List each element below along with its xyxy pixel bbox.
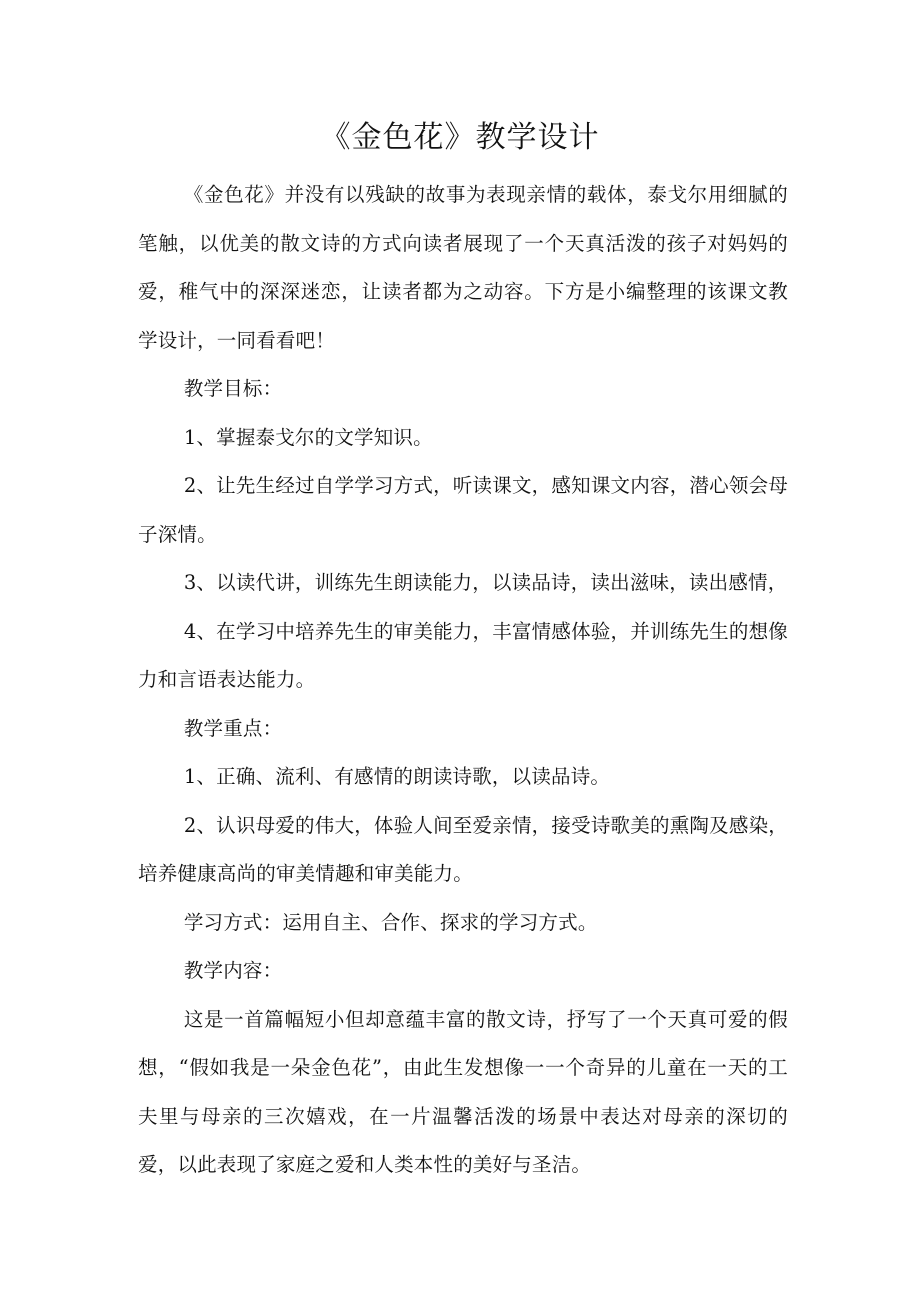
document-title: 《金色花》教学设计 <box>320 120 600 155</box>
section-heading-teaching-content: 教学内容： <box>183 959 283 982</box>
section-heading-key-points: 教学重点： <box>183 716 283 740</box>
key-point-item-2: 2、认识母爱的伟大，体验人间至爱亲情，接受诗歌美的熏陶及感染，培养健康高尚的审美情趣和审美能力。 <box>138 813 788 885</box>
goal-item-2: 2、让先生经过自学学习方式，听读课文，感知课文内容，潜心领会母子深情。 <box>138 474 788 546</box>
goal-item-1: 1、掌握泰戈尔的文学知识。 <box>183 425 433 449</box>
key-point-item-1: 1、正确、流利、有感情的朗读诗歌，以读品诗。 <box>183 765 611 788</box>
goal-item-4: 4、在学习中培养先生的审美能力，丰富情感体验，并训练先生的想像力和言语表达能力。 <box>138 619 788 691</box>
document-body <box>138 171 788 1190</box>
goal-item-3: 3、以读代讲，训练先生朗读能力，以读品诗，读出滋味，读出感情， <box>183 571 788 594</box>
section-heading-teaching-goals: 教学目标： <box>183 377 283 400</box>
intro-paragraph: 《金色花》并没有以残缺的故事为表现亲情的载体，泰戈尔用细腻的笔触，以优美的散文诗的方式向读者展现了一个天真活泼的孩子对妈妈的爱，稚气中的深深迷恋，让读者都为之动容。下方是小编整理的该课文教学设计，一同看看吧！ <box>138 183 788 352</box>
content-paragraph: 这是一首篇幅短小但却意蕴丰富的散文诗，抒写了一个天真可爱的假想，“假如我是一朵金色花”，由此生发想像一一个奇异的儿童在一天的工夫里与母亲的三次嬉戏，在一片温馨活泼的场景中表达对母亲的深切的爱，以此表现了家庭之爱和人类本性的美好与圣洁。 <box>138 1007 788 1176</box>
learning-method-paragraph: 学习方式：运用自主、合作、探求的学习方式。 <box>183 910 598 934</box>
